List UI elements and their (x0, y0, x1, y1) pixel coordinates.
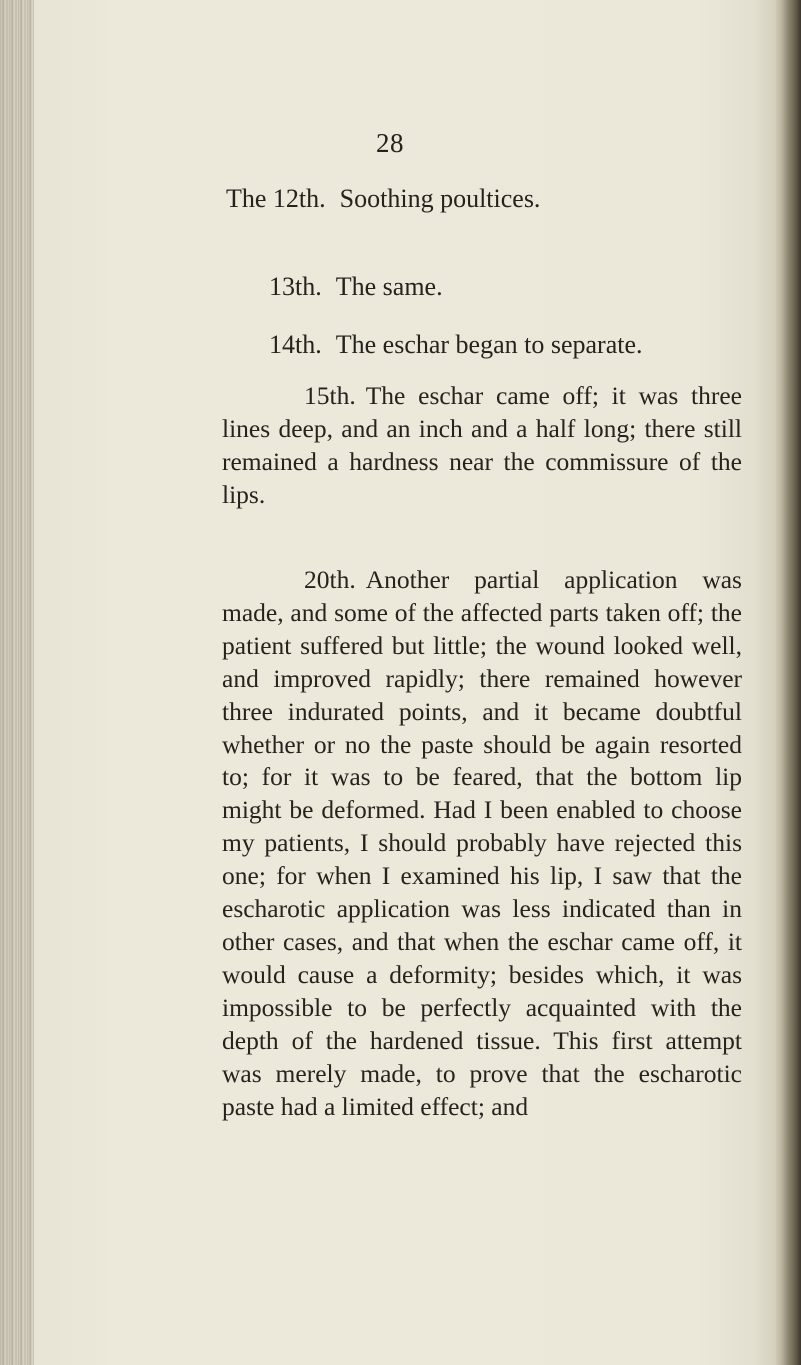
journal-entry (269, 272, 443, 302)
page-number: 28 (376, 128, 404, 158)
entry-date: 13th. (269, 272, 322, 301)
entry-date: 20th. (304, 565, 356, 594)
entry-text: Another partial application was made, and some of the affected parts taken off; the patient suffered but little; the wound looked well, and improved rapidly; there remained however three indurated points, and it became doubtful whether or no the paste should be again resorted to; for it was to be feared, that the bottom lip might be deformed. Had I been enabled to choose my patients, I should probably have rejected this one; for when I examined his lip, I saw that the escharotic application was less indicated than in other cases, and that when the eschar came off, it would cause a deformity; besides which, it was impossible to be perfectly acquainted with the depth of the hardened tissue. This first attempt was merely made, to prove that the escharotic paste had a limited effect; and (222, 565, 742, 1121)
adjacent-page-edge (776, 0, 801, 1365)
entry-date: 14th. (269, 330, 322, 359)
entry-text: The eschar came off; it was three lines deep, and an inch and a half long; there still remained a hardness near the commissure of the lips. (222, 381, 742, 509)
journal-entry (226, 184, 540, 214)
journal-paragraph (222, 564, 742, 1123)
journal-paragraph (222, 380, 742, 512)
entry-text: The same. (335, 272, 443, 301)
journal-entry (269, 330, 643, 360)
book-binding-shadow (0, 0, 34, 1365)
entry-date: The 12th. (226, 184, 326, 213)
entry-date: 15th. (304, 381, 356, 410)
entry-text: The eschar began to separate. (335, 330, 643, 359)
entry-text: Soothing poultices. (339, 184, 541, 213)
